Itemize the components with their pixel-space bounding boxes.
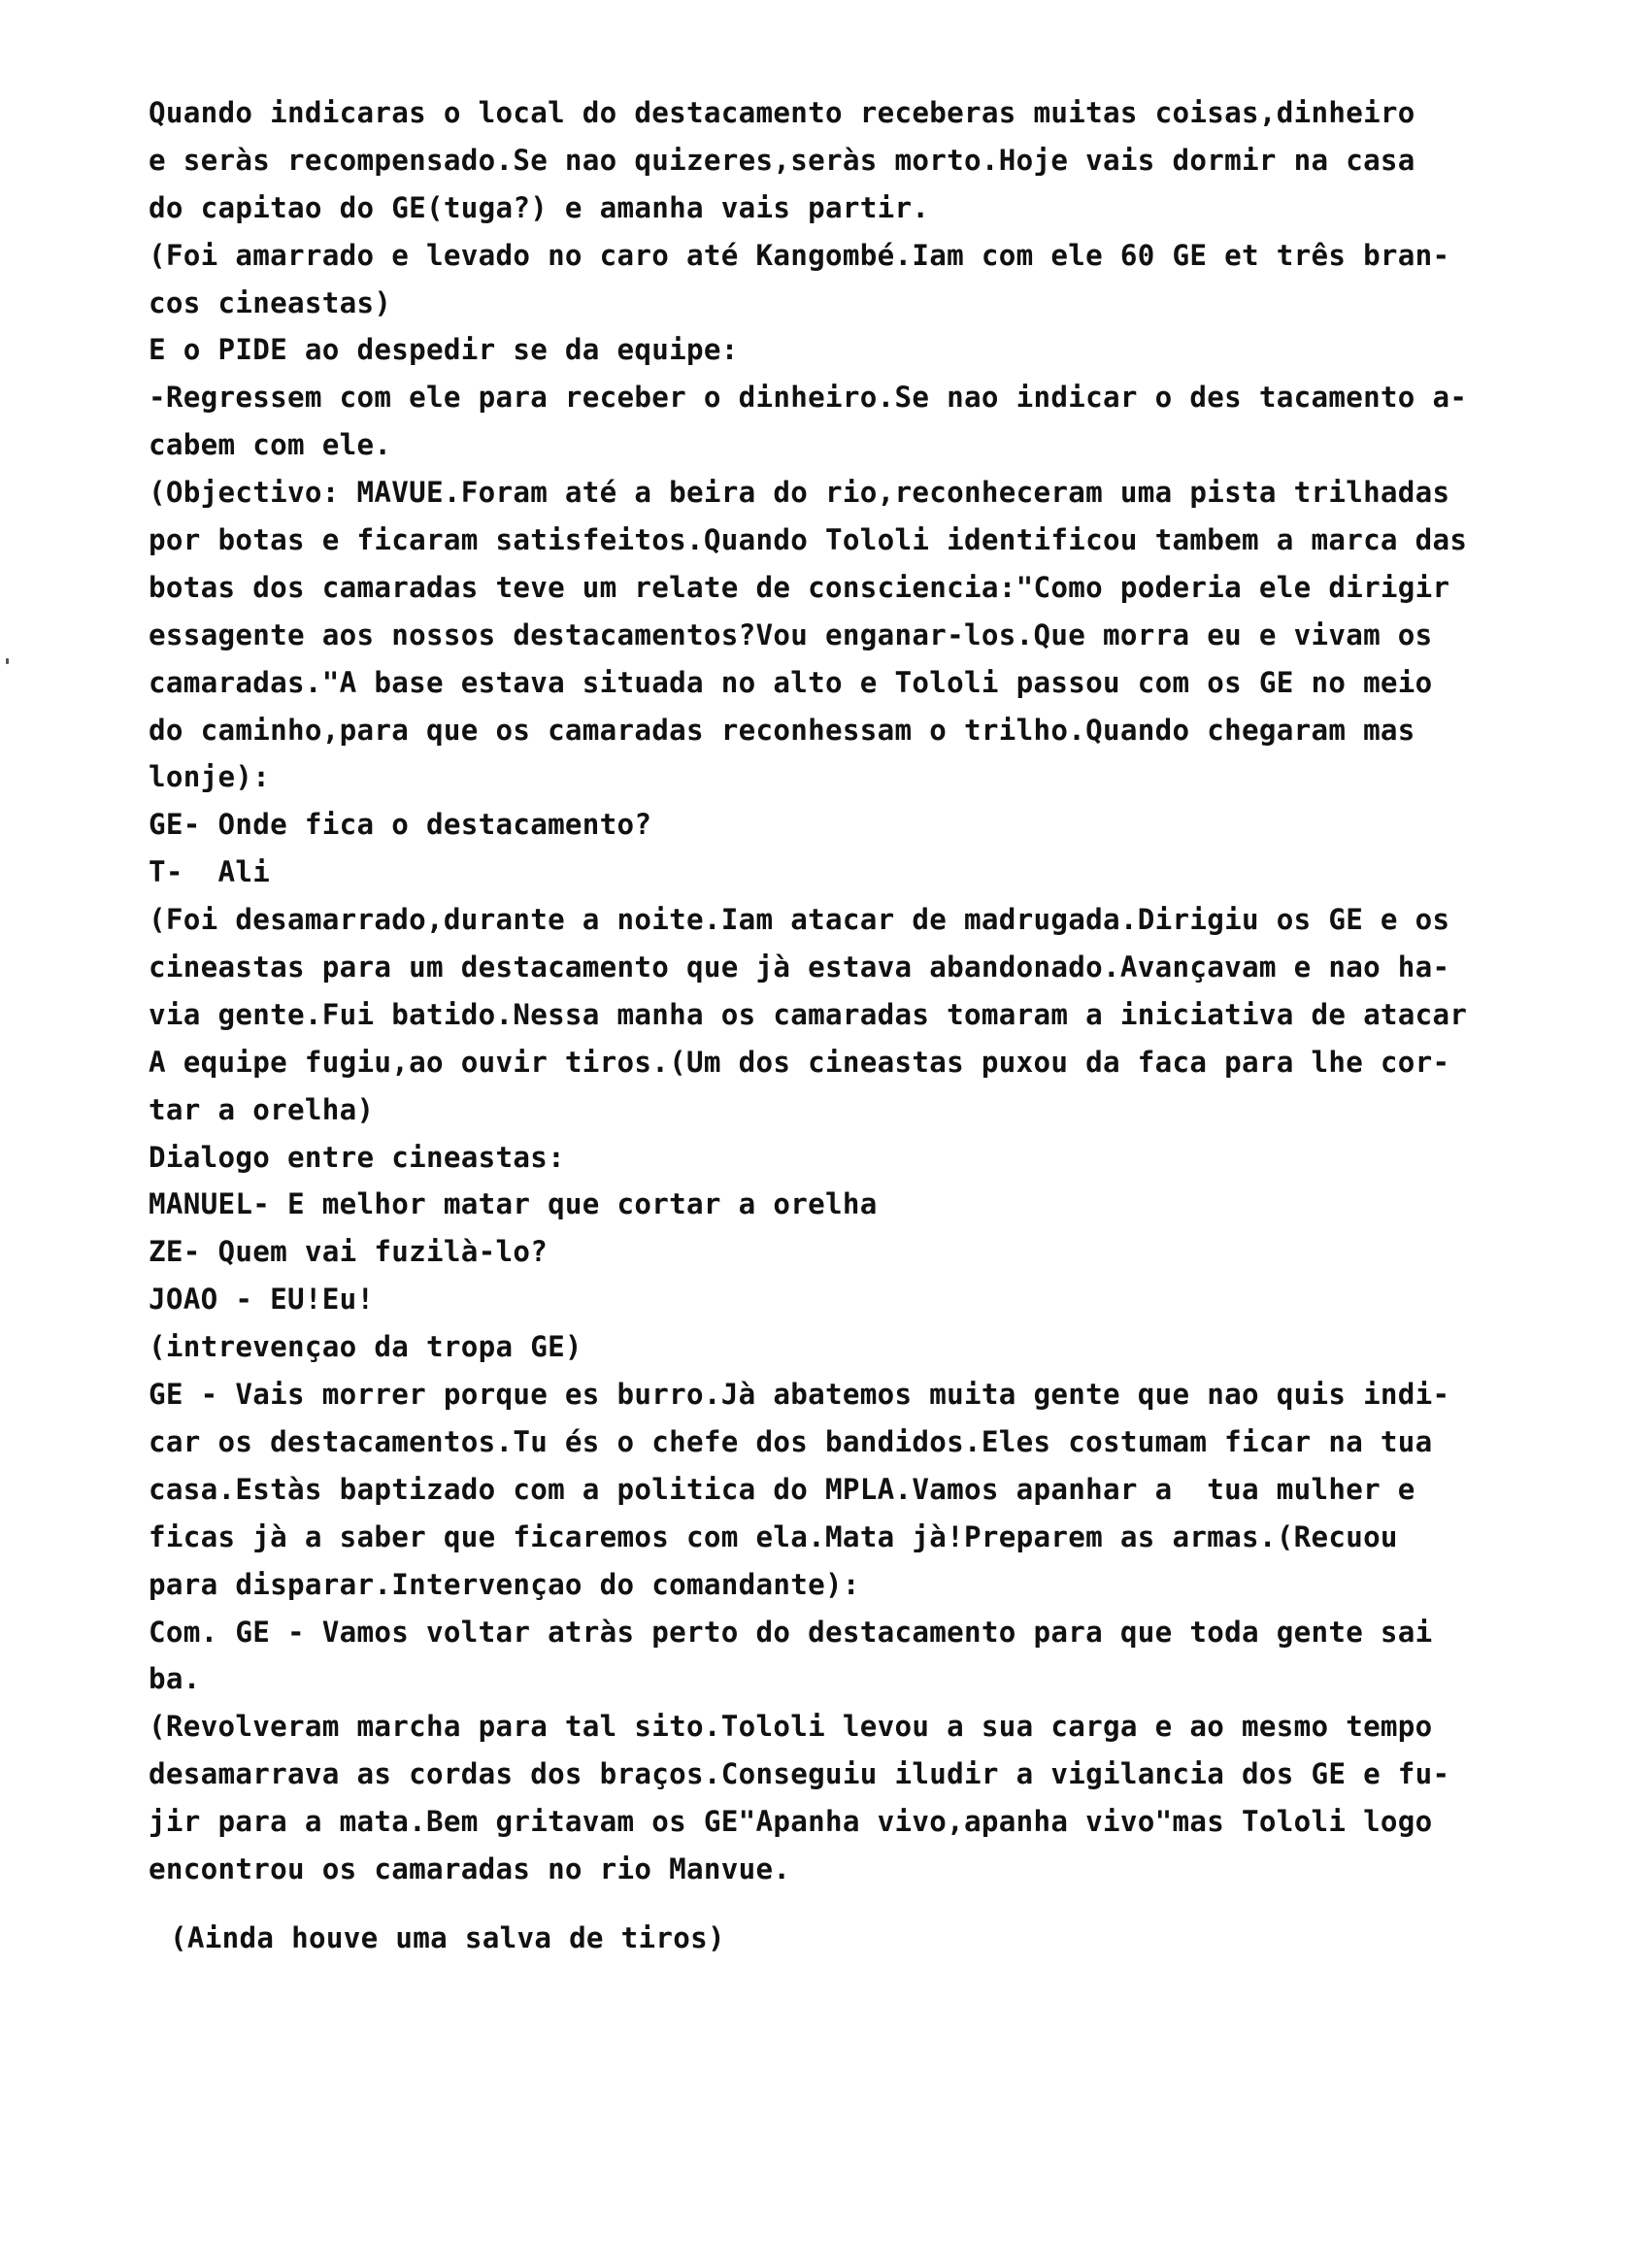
- text-line: JOAO - EU!Eu!: [149, 1283, 375, 1317]
- text-line: cineastas para um destacamento que jà estava abandonado.Avançavam e nao ha-: [149, 951, 1450, 984]
- text-line: lonje):: [149, 760, 271, 794]
- text-line: (Foi amarrado e levado no caro até Kangombé.Iam com ele 60 GE et três bran-: [149, 238, 1450, 272]
- text-line: A equipe fugiu,ao ouvir tiros.(Um dos cineastas puxou da faca para lhe cor-: [149, 1045, 1450, 1079]
- text-line: cabem com ele.: [149, 428, 392, 462]
- text-line: botas dos camaradas teve um relate de consciencia:"Como poderia ele dirigir: [149, 570, 1450, 604]
- text-line: cos cineastas): [149, 285, 392, 319]
- text-line: e seràs recompensado.Se nao quizeres,seràs morto.Hoje vais dormir na casa: [149, 143, 1415, 177]
- text-line: (Revolveram marcha para tal sito.Tololi levou a sua carga e ao mesmo tempo: [149, 1710, 1433, 1744]
- text-line: E o PIDE ao despedir se da equipe:: [149, 333, 739, 367]
- text-line: para disparar.Intervençao do comandante):: [149, 1567, 860, 1601]
- closing-line: (Ainda houve uma salva de tiros): [170, 1920, 725, 1954]
- text-line: Quando indicaras o local do destacamento receberas muitas coisas,dinheiro: [149, 96, 1415, 129]
- paragraph-gap: [149, 1893, 1605, 1915]
- text-line: Com. GE - Vamos voltar atràs perto do destacamento para que toda gente sai: [149, 1615, 1433, 1649]
- text-line: jir para a mata.Bem gritavam os GE"Apanha vivo,apanha vivo"mas Tololi logo: [149, 1805, 1433, 1839]
- text-line: camaradas."A base estava situada no alto e Tololi passou com os GE no meio: [149, 665, 1433, 699]
- text-line: tar a orelha): [149, 1092, 375, 1126]
- typescript-body: [149, 89, 1605, 1962]
- text-line: encontrou os camaradas no rio Manvue.: [149, 1851, 791, 1885]
- text-line: (Objectivo: MAVUE.Foram até a beira do rio,reconheceram uma pista trilhadas: [149, 476, 1450, 510]
- text-line: via gente.Fui batido.Nessa manha os camaradas tomaram a iniciativa de atacar: [149, 997, 1468, 1031]
- text-line: casa.Estàs baptizado com a politica do MPLA.Vamos apanhar a tua mulher e: [149, 1472, 1415, 1506]
- text-line: car os destacamentos.Tu és o chefe dos bandidos.Eles costumam ficar na tua: [149, 1424, 1433, 1458]
- text-line: T- Ali: [149, 855, 271, 889]
- text-line: (intrevençao da tropa GE): [149, 1330, 582, 1364]
- text-line: ficas jà a saber que ficaremos com ela.Mata jà!Preparem as armas.(Recuou: [149, 1519, 1398, 1553]
- text-line: desamarrava as cordas dos braços.Conseguiu iludir a vigilancia dos GE e fu-: [149, 1757, 1450, 1791]
- text-line: ZE- Quem vai fuzilà-lo?: [149, 1235, 549, 1269]
- text-line: ba.: [149, 1662, 201, 1696]
- text-line: por botas e ficaram satisfeitos.Quando Tololi identificou tambem a marca das: [149, 523, 1468, 557]
- text-line: (Foi desamarrado,durante a noite.Iam atacar de madrugada.Dirigiu os GE e os: [149, 903, 1450, 937]
- text-line: -Regressem com ele para receber o dinheiro.Se nao indicar o des tacamento a-: [149, 381, 1468, 415]
- text-line: Dialogo entre cineastas:: [149, 1140, 565, 1174]
- text-line: GE- Onde fica o destacamento?: [149, 808, 652, 842]
- text-line: GE - Vais morrer porque es burro.Jà abatemos muita gente que nao quis indi-: [149, 1378, 1450, 1412]
- margin-ink-mark: [6, 658, 9, 664]
- text-line: essagente aos nossos destacamentos?Vou enganar-los.Que morra eu e vivam os: [149, 617, 1433, 651]
- text-line: do capitao do GE(tuga?) e amanha vais partir.: [149, 190, 930, 224]
- text-line: MANUEL- E melhor matar que cortar a orelha: [149, 1187, 878, 1221]
- text-line: do caminho,para que os camaradas reconhessam o trilho.Quando chegaram mas: [149, 713, 1415, 747]
